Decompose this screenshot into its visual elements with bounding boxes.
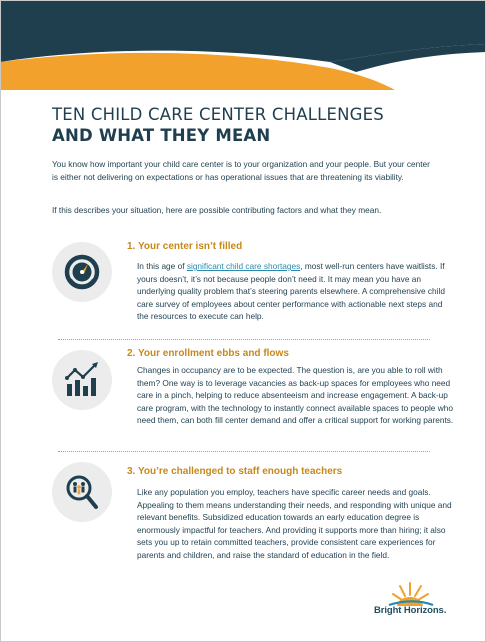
child-care-shortages-link[interactable]: significant child care shortages xyxy=(186,261,301,271)
gauge-icon xyxy=(52,242,112,302)
header-wave-band xyxy=(0,0,486,90)
section-3-body: Like any population you employ, teachers have specific career needs and goals. Appealing to them means understanding their needs, and responding with unique and relevant benefits. Subsidized education towards an early education degree is enormously impactful for teachers. And providing it supports more than hiring; it also sets you up to retain committed teachers, provide consistent care experiences for parents and children, and raise the standard of education in the field. xyxy=(137,487,452,560)
intro-paragraph-1: You know how important your child care center is to your organization and your people. But your center is either not delivering on expectations or has operational issues that are threatening its viability. xyxy=(52,159,430,182)
section-1-text-start: In this age of xyxy=(137,261,187,271)
trend-chart-icon xyxy=(52,350,112,410)
page-title xyxy=(52,104,452,146)
title-line-2: AND WHAT THEY MEAN xyxy=(52,126,271,145)
section-divider-2 xyxy=(58,451,430,452)
section-3-title: 3. You’re challenged to staff enough teachers xyxy=(127,466,343,477)
section-divider-1 xyxy=(58,339,430,340)
section-1-body xyxy=(137,260,455,323)
intro-paragraph-2: If this describes your situation, here are possible contributing factors and what they mean. xyxy=(52,205,382,215)
magnifier-people-icon xyxy=(52,462,112,522)
title-line-1: TEN CHILD CARE CENTER CHALLENGES xyxy=(52,105,384,124)
section-1-title: 1. Your center isn’t filled xyxy=(127,241,243,252)
section-2-title: 2. Your enrollment ebbs and flows xyxy=(127,348,289,359)
section-1-text-end: , most well-run centers have waitlists. If yours doesn’t, it’s not because people don’t need it. It may mean you have an underlying quality problem that’s steering parents elsewhere. A comprehensive child care survey of employees about center performance with actionable next steps and the resources to execute can help. xyxy=(137,261,445,322)
section-2-body: Changes in occupancy are to be expected. The question is, are you able to roll with them? One way is to leverage vacancies as back-up spaces for employees who need care in a pinch, helping to reduce absenteeism and increase engagement. A back-up care program, with the technology to instantly connect available spaces to people who need them, can both fill center demand and offer a critical support for working parents. xyxy=(137,365,454,426)
bright-horizons-logo-text: Bright Horizons. xyxy=(374,605,447,616)
